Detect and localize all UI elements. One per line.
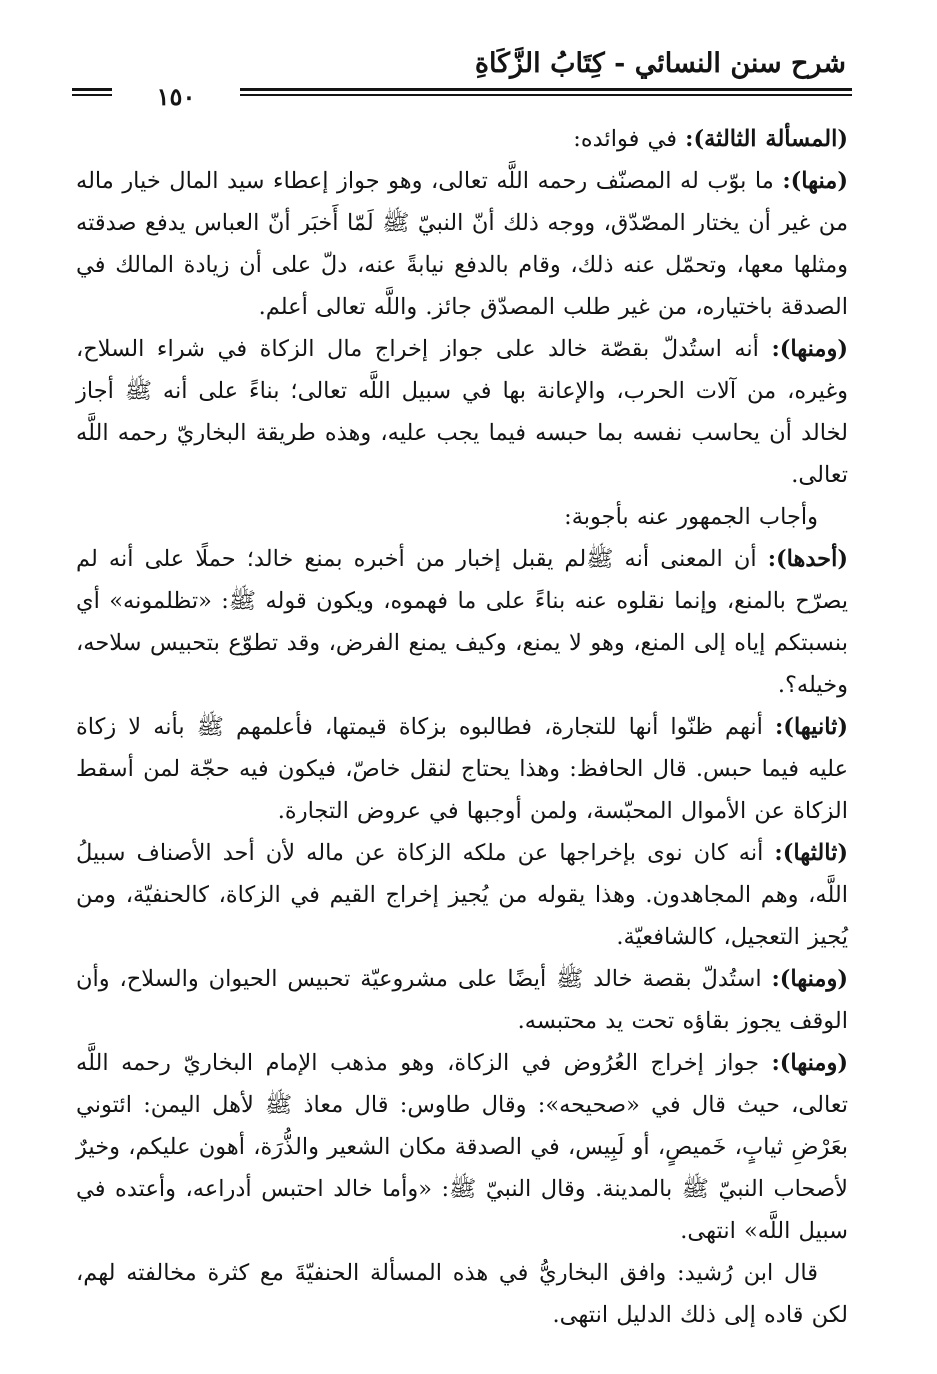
paragraph-7: [76, 832, 848, 958]
paragraph-9: [76, 1042, 848, 1252]
paragraph-text: أن المعنى أنه ﷺلم يقبل إخبار من أخبره بمنع خالد؛ حملًا على أنه لم يصرّح بالمنع، وإنما نقلوه عنه بناءً على ما فهموه، ويكون قوله ﷺ: «تظلمونه» أي بنسبتكم إياه إلى المنع، وهو لا يمنع، وكيف يمنع الفرض، وقد تطوّع بتحبيس سلاحه، وخيله؟.: [76, 546, 848, 698]
paragraph-lead: (ثالثها):: [774, 840, 848, 866]
paragraph-text: أنه كان نوى بإخراجها عن ملكه الزكاة عن ماله لأن أحد الأصناف سبيلُ اللَّه، وهم المجاهدون. وهذا يقوله من يُجيز إخراج القيم في الزكاة، كالحنفيّة، ومن يُجيز التعجيل، كالشافعيّة.: [76, 840, 848, 950]
paragraph-3: [76, 328, 848, 496]
paragraph-lead: (ومنها):: [771, 966, 848, 992]
paragraph-text: أنه استُدلّ بقصّة خالد على جواز إخراج مال الزكاة في شراء السلاح، وغيره، من آلات الحرب، والإعانة بها في سبيل اللَّه تعالى؛ بناءً على أنه ﷺ أجاز لخالد أن يحاسب نفسه بما حبسه فيما يجب عليه، وهذه طريقة البخاريّ رحمه اللَّه تعالى.: [76, 336, 848, 488]
paragraph-text: ما بوّب له المصنّف رحمه اللَّه تعالى، وهو جواز إعطاء سيد المال خيار ماله من غير أن يختار المصّدّق، ووجه ذلك أنّ النبيّ ﷺ لَمّا أَخبَر أنّ العباس يدفع صدقته ومثلها معها، وتحمّل عنه ذلك، وقام بالدفع نيابةً عنه، دلّ على أن زيادة المالك في الصدقة باختياره، من غير طلب المصدّق جائز. واللَّه تعالى أعلم.: [76, 168, 848, 320]
paragraph-text: جواز إخراج العُرُوض في الزكاة، وهو مذهب الإمام البخاريّ رحمه اللَّه تعالى، حيث قال في «صحيحه»: وقال طاوس: قال معاذ ﷺ لأهل اليمن: ائتوني بعَرْضِ ثيابٍ، خَميصٍ، أو لَبِيس، في الصدقة مكان الشعير والذُّرَة، أهون عليكم، وخيرٌ لأصحاب النبيّ ﷺ بالمدينة. وقال النبيّ ﷺ: «وأما خالد احتبس أدراعه، وأعتده في سبيل اللَّه» انتهى.: [76, 1050, 848, 1244]
paragraph-1: [76, 118, 848, 160]
paragraph-lead: (ثانيها):: [775, 714, 848, 740]
paragraph-5: [76, 538, 848, 706]
page-number: ١٥٠: [112, 82, 240, 111]
paragraph-lead: (المسألة الثالثة):: [685, 126, 848, 152]
paragraph-4: [76, 496, 848, 538]
paragraph-10: [76, 1252, 848, 1336]
paragraph-text: في فوائده:: [573, 126, 686, 152]
paragraph-6: [76, 706, 848, 832]
header-title: شرح سنن النسائي - كِتَابُ الزَّكَاةِ: [474, 48, 846, 79]
paragraph-lead: (أحدها):: [767, 546, 848, 572]
paragraph-8: [76, 958, 848, 1042]
paragraph-lead: (منها):: [782, 168, 848, 194]
paragraph-lead: (ومنها):: [771, 1050, 848, 1076]
paragraph-text: أنهم ظنّوا أنها للتجارة، فطالبوه بزكاة قيمتها، فأعلمهم ﷺ بأنه لا زكاة عليه فيما حبس. قال الحافظ: وهذا يحتاج لنقل خاصّ، فيكون فيه حجّة لمن أسقط الزكاة عن الأموال المحبّسة، ولمن أوجبها في عروض التجارة.: [76, 714, 848, 824]
paragraph-text: استُدلّ بقصة خالد ﷺ أيضًا على مشروعيّة تحبيس الحيوان والسلاح، وأن الوقف يجوز بقاؤه تحت يد محتبسه.: [76, 966, 848, 1034]
paragraph-text: قال ابن رُشيد: وافق البخاريُّ في هذه المسألة الحنفيّةَ مع كثرة مخالفته لهم، لكن قاده إلى ذلك الدليل انتهى.: [76, 1260, 848, 1328]
paragraph-lead: (ومنها):: [771, 336, 848, 362]
paragraph-text: وأجاب الجمهور عنه بأجوبة:: [564, 504, 818, 530]
paragraph-2: [76, 160, 848, 328]
running-header: [72, 48, 852, 111]
main-text: [76, 118, 848, 1328]
